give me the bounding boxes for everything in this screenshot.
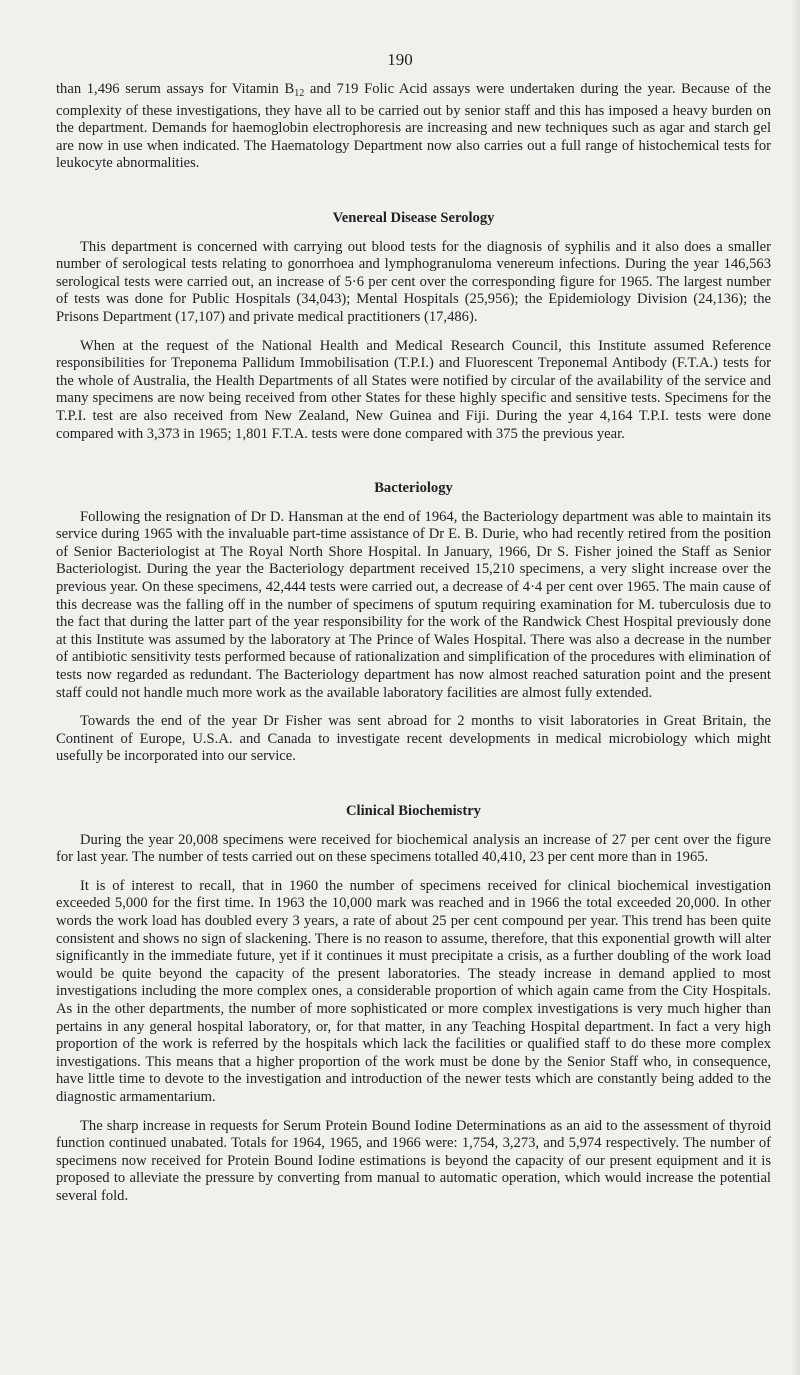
page-number: 190 <box>387 50 413 69</box>
intro-text-b: and 719 Folic Acid assays were undertaken during the year. Because of the complexity of these investigations, they have all to be carried out by senior staff and this has imposed a heavy burden on the department. Demands for haemoglobin electrophoresis are increasing and new techniques such as agar and starch gel are now in use when indicated. The Haematology Department now also carries out a full range of histochemical tests for leukocyte abnormalities. <box>56 81 772 172</box>
intro-paragraph <box>56 81 771 173</box>
section-heading-venereal-disease: Venereal Disease Serology <box>332 209 495 226</box>
intro-subscript: 12 <box>294 88 305 99</box>
vd-paragraph-2: When at the request of the National Health and Medical Research Council, this Institute assumed Reference responsibilities for Treponema Pallidum Immobilisation (T.P.I.) and Fluorescent Treponemal Antibody (F.T.A.) tests for the whole of Australia, the Health Departments of all States were notified by circular of the availability of the service and many specimens are now being received from other States for these highly specific and sensitive tests. Specimens for the T.P.I. test are also received from New Zealand, New Guinea and Fiji. During the year 4,164 T.P.I. tests were done compared with 3,373 in 1965; 1,801 F.T.A. tests were done compared with 375 the previous year. <box>56 337 771 442</box>
biochem-paragraph-3: The sharp increase in requests for Serum Protein Bound Iodine Determinations as an aid to the assessment of thyroid function continued unabated. Totals for 1964, 1965, and 1966 were: 1,754, 3,273, and 5,974 respectively. The number of specimens now received for Protein Bound Iodine estimations is beyond the capacity of our present equipment and it is proposed to alleviate the pressure by converting from manual to automatic operation, which would increase the potential several fold. <box>56 1117 771 1204</box>
document-body <box>56 81 771 1216</box>
section-heading-bacteriology: Bacteriology <box>374 480 453 497</box>
vd-paragraph-1: This department is concerned with carrying out blood tests for the diagnosis of syphilis and it also does a smaller number of serological tests relating to gonorrhoea and lymphogranuloma venereum infections. During the year 146,563 serological tests were carried out, an increase of 5·6 per cent over the corresponding figure for 1965. The largest number of tests was done for Public Hospitals (34,043); Mental Hospitals (25,956); the Epidemiology Division (24,136); the Prisons Department (17,107) and private medical practitioners (17,486). <box>56 238 771 325</box>
section-heading-clinical-biochemistry: Clinical Biochemistry <box>346 803 481 819</box>
biochem-paragraph-2: It is of interest to recall, that in 1960 the number of specimens received for clinical biochemical investigation exceeded 5,000 for the first time. In 1963 the 10,000 mark was reached and in 1966 the total exceeded 20,000. In other words the work load has doubled every 3 years, a rate of about 25 per cent compound per year. This trend has been quite consistent and shows no sign of slackening. There is no reason to assume, therefore, that this exponential growth will alter significantly in the immediate future, yet if it continues it must precipitate a crisis, as a further doubling of the work load would be quite beyond the capacity of the present laboratories. The steady increase in demand applied to most investigations including the more complex ones, a considerable proportion of which again came from the City Hospitals. As in the other departments, the number of more sophisticated or more complex investigations is very much higher than pertains in any general hospital laboratory, or, for that matter, in any Teaching Hospital department. In fact a very high proportion of the work is referred by the hospitals which lack the facilities or qualified staff to do these more complex investigations. This means that a higher proportion of the work must be done by the Senior Staff who, in consequence, have little time to devote to the investigation and introduction of the newer tests which are constantly being added to the diagnostic armamentarium. <box>56 877 771 1105</box>
bact-paragraph-2: Towards the end of the year Dr Fisher was sent abroad for 2 months to visit laboratories in Great Britain, the Continent of Europe, U.S.A. and Canada to investigate recent developments in medical microbiology which might usefully be incorporated into our service. <box>56 713 771 765</box>
bact-paragraph-1: Following the resignation of Dr D. Hansman at the end of 1964, the Bacteriology department was able to maintain its service during 1965 with the invaluable part-time assistance of Dr E. B. Durie, who had recently retired from the position of Senior Bacteriologist at The Royal North Shore Hospital. In January, 1966, Dr S. Fisher joined the Staff as Senior Bacteriologist. During the year the Bacteriology department received 15,210 specimens, a very slight increase over the previous year. On these specimens, 42,444 tests were carried out, a decrease of 4·4 per cent over 1965. The main cause of this decrease was the falling off in the number of specimens of sputum requiring examination for M. tuberculosis due to the fact that during the latter part of the year responsibility for the work of the Randwick Chest Hospital previously done at this Institute was assumed by the laboratory at The Prince of Wales Hospital. There was also a decrease in the number of antibiotic sensitivity tests performed because of rationalization and simplification of the procedures with elimination of tests now regarded as redundant. The Bacteriology department has now almost reached saturation point and the present staff could not handle much more work as the available laboratory facilities are almost fully extended. <box>56 508 771 701</box>
intro-text-a: than 1,496 serum assays for Vitamin B <box>56 81 295 97</box>
page-edge-shadow <box>790 0 800 1375</box>
biochem-paragraph-1: During the year 20,008 specimens were received for biochemical analysis an increase of 27 per cent over the figure for last year. The number of tests carried out on these specimens totalled 40,410, 23 per cent more than in 1965. <box>56 831 771 866</box>
